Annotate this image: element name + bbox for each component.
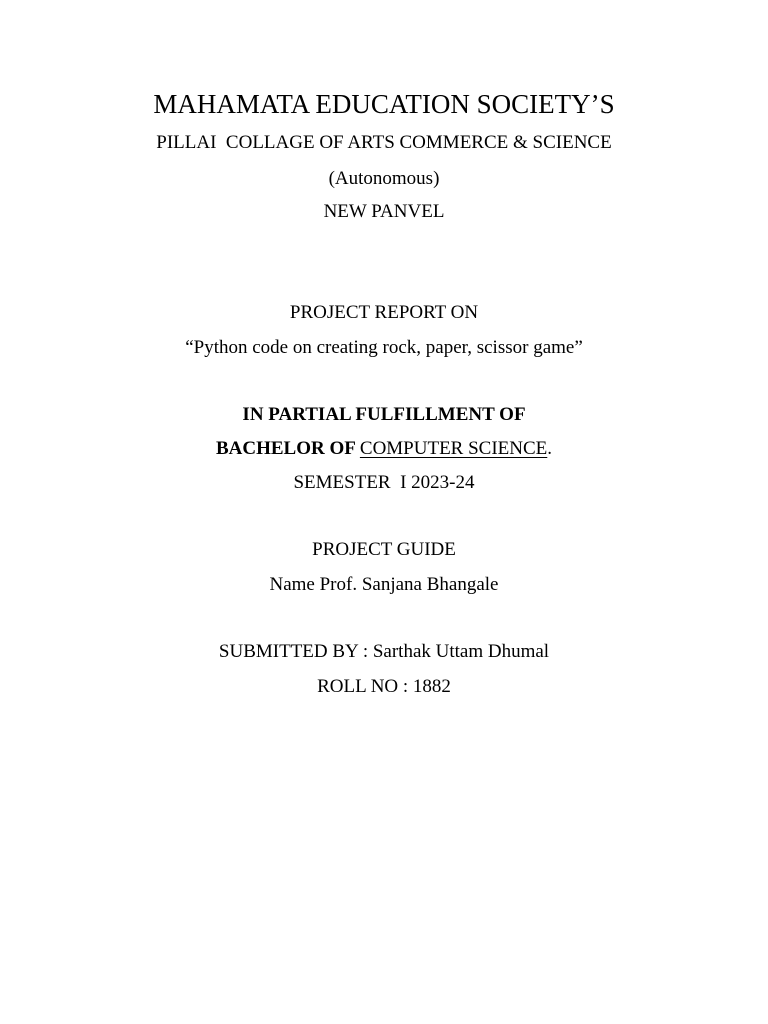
college-name: PILLAI COLLAGE OF ARTS COMMERCE & SCIENCE [156,132,612,153]
guide-name: Name Prof. Sanjana Bhangale [269,574,499,595]
degree-suffix: . [547,438,553,459]
degree-subject: COMPUTER SCIENCE [359,438,548,459]
degree-line [0,439,768,458]
submitted-by: SUBMITTED BY : Sarthak Uttam Dhumal [218,641,550,662]
report-heading: PROJECT REPORT ON [289,302,479,323]
degree-prefix: BACHELOR OF [215,438,360,459]
roll-number: ROLL NO : 1882 [317,676,451,697]
college-city: NEW PANVEL [323,201,445,222]
guide-heading: PROJECT GUIDE [312,539,456,560]
project-title: “Python code on creating rock, paper, scissor game” [185,337,583,358]
semester-line: SEMESTER I 2023-24 [293,472,475,493]
college-status: (Autonomous) [328,168,440,189]
society-name: MAHAMATA EDUCATION SOCIETY’S [153,89,615,119]
fulfillment-heading: IN PARTIAL FULFILLMENT OF [242,404,526,425]
